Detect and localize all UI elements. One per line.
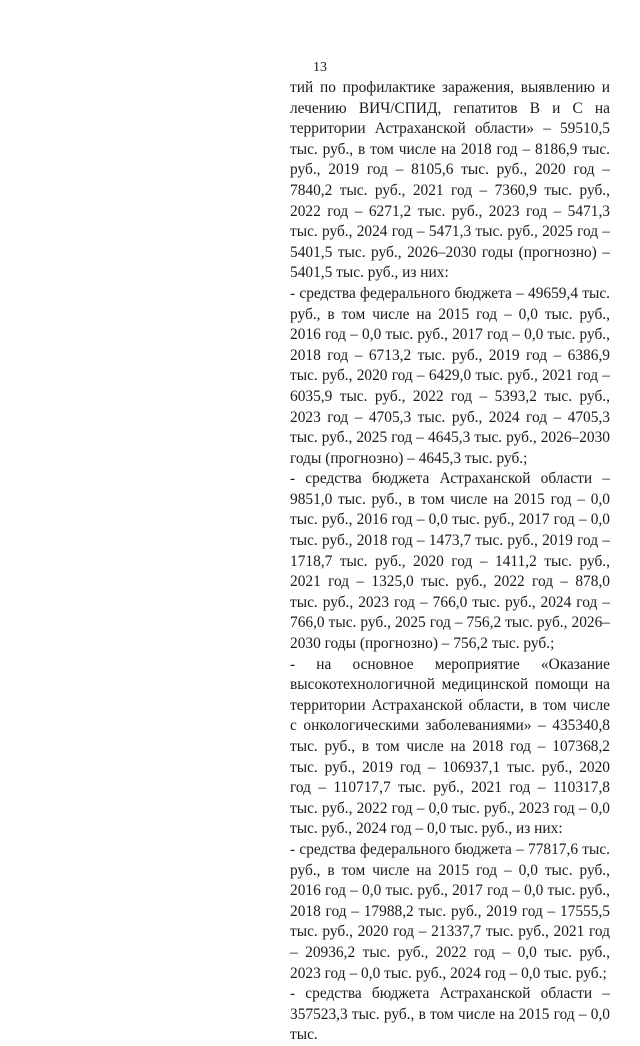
paragraph-federal-budget-htc: - средства федерального бюджета – 77817,6 тыс. руб., в том числе на 2015 год – 0,0 тыс. руб., 2016 год – 0,0 тыс. руб., 2017 год – 0,0 тыс. руб., 2018 год – 17988,2 тыс. руб., 2019 год – 17555,5 тыс. руб., 2020 год – 21337,7 тыс. руб., 2021 год – 20936,2 тыс. руб., 2022 год – 0,0 тыс. руб., 2023 год – 0,0 тыс. руб., 2024 год – 0,0 тыс. руб.; xyxy=(290,840,610,982)
paragraph-federal-budget: - средства федерального бюджета – 49659,4 тыс. руб., в том числе на 2015 год – 0,0 тыс. руб., 2016 год – 0,0 тыс. руб., 2017 год – 0,0 тыс. руб., 2018 год – 6713,2 тыс. руб., 2019 год – 6386,9 тыс. руб., 2020 год – 6429,0 тыс. руб., 2021 год – 6035,9 тыс. руб., 2022 год – 5393,2 тыс. руб., 2023 год – 4705,3 тыс. руб., 2024 год – 4705,3 тыс. руб., 2025 год – 4645,3 тыс. руб., 2026–2030 годы (прогнозно) – 4645,3 тыс. руб.; xyxy=(290,284,610,467)
paragraph-program-funding: тий по профилактике заражения, выявлению и лечению ВИЧ/СПИД, гепатитов В и С на территории Астраханской области» – 59510,5 тыс. руб., в том числе на 2018 год – 8186,9 тыс. руб., 2019 год – 8105,6 тыс. руб., 2020 год – 7840,2 тыс. руб., 2021 год – 7360,9 тыс. руб., 2022 год – 6271,2 тыс. руб., 2023 год – 5471,3 тыс. руб., 2024 год – 5471,3 тыс. руб., 2025 год – 5401,5 тыс. руб., 2026–2030 годы (прогнозно) – 5401,5 тыс. руб., из них: xyxy=(290,79,610,282)
document-body xyxy=(290,78,610,1046)
paragraph-regional-budget-htc: - средства бюджета Астраханской области – 357523,3 тыс. руб., в том числе на 2015 год – 0,0 тыс. xyxy=(290,985,610,1044)
page-number: 13 xyxy=(313,60,327,75)
paragraph-high-tech-care: - на основное мероприятие «Оказание высокотехнологичной медицинской помощи на территории Астраханской области, в том числе с онкологическими заболеваниями» – 435340,8 тыс. руб., в том числе на 2018 год – 107368,2 тыс. руб., 2019 год – 106937,1 тыс. руб., 2020 год – 110717,7 тыс. руб., 2021 год – 110317,8 тыс. руб., 2022 год – 0,0 тыс. руб., 2023 год – 0,0 тыс. руб., 2024 год – 0,0 тыс. руб., из них: xyxy=(290,655,610,838)
paragraph-regional-budget: - средства бюджета Астраханской области – 9851,0 тыс. руб., в том числе на 2015 год – 0,0 тыс. руб., 2016 год – 0,0 тыс. руб., 2017 год – 0,0 тыс. руб., 2018 год – 1473,7 тыс. руб., 2019 год – 1718,7 тыс. руб., 2020 год – 1411,2 тыс. руб., 2021 год – 1325,0 тыс. руб., 2022 год – 878,0 тыс. руб., 2023 год – 766,0 тыс. руб., 2024 год – 766,0 тыс. руб., 2025 год – 756,2 тыс. руб., 2026–2030 годы (прогнозно) – 756,2 тыс. руб.; xyxy=(290,470,610,653)
